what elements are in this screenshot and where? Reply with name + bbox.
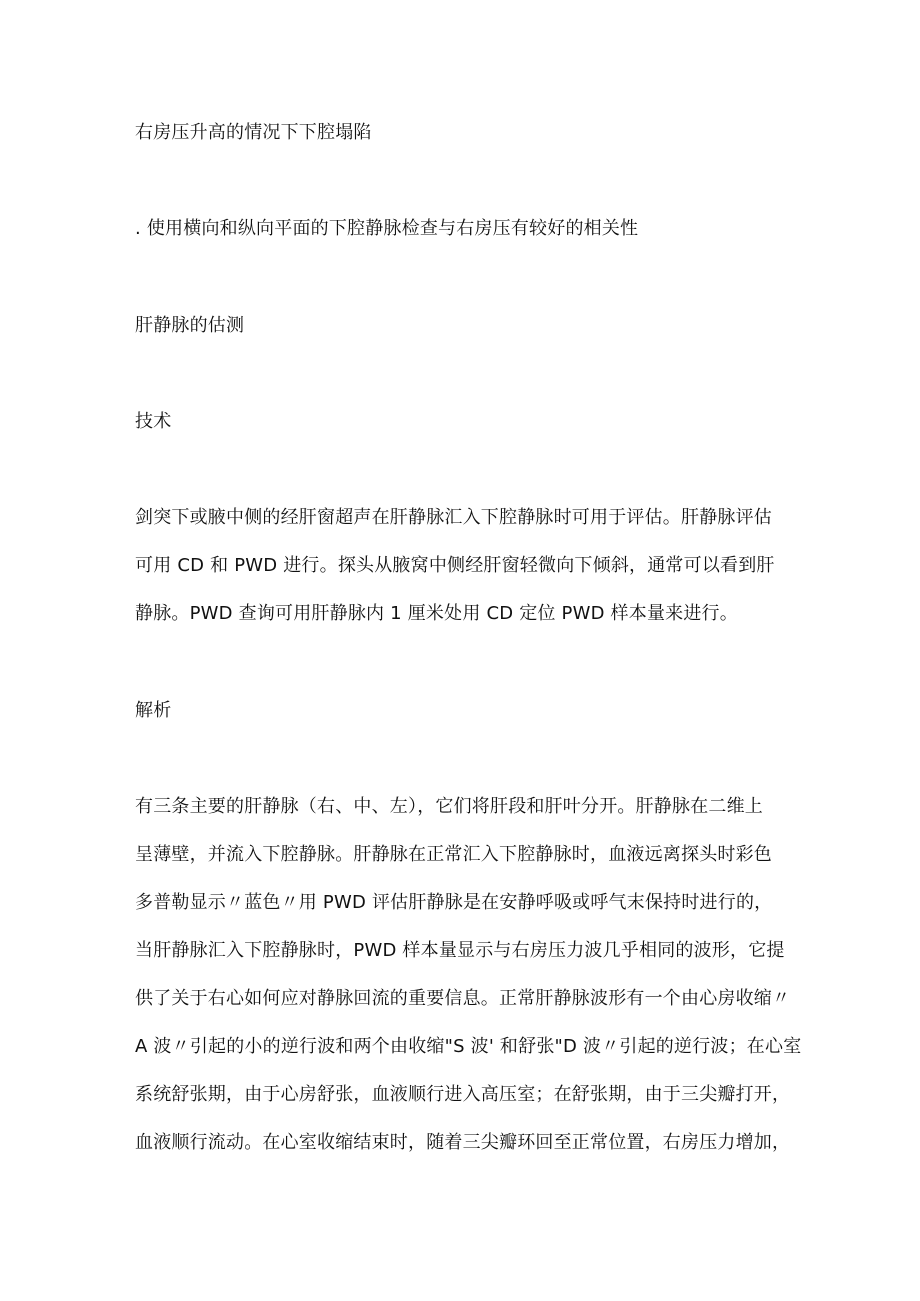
paragraph-line: 当肝静脉汇入下腔静脉时，PWD 样本量显示与右房压力波几乎相同的波形，它提 [135,940,785,961]
text-line-ivc-collapse: 右房压升高的情况下下腔塌陷 [135,122,372,143]
paragraph-line: 供了关于右心如何应对静脉回流的重要信息。正常肝静脉波形有一个由心房收缩〃 [135,988,791,1009]
paragraph-line: 可用 CD 和 PWD 进行。探头从腋窝中侧经肝窗轻微向下倾斜，通常可以看到肝 [135,555,775,576]
text-line-ivc-correlation: . 使用横向和纵向平面的下腔静脉检查与右房压有较好的相关性 [135,218,639,239]
section-heading-analysis: 解析 [135,700,172,721]
section-heading-hepatic-vein: 肝静脉的估测 [135,315,245,336]
paragraph-line: 有三条主要的肝静脉（右、中、左），它们将肝段和肝叶分开。肝静脉在二维上 [135,796,763,817]
paragraph-line: A 波〃引起的小的逆行波和两个由收缩"S 波' 和舒张"D 波〃引起的逆行波；在心室 [135,1036,802,1057]
paragraph-line: 系统舒张期，由于心房舒张，血液顺行进入高压室；在舒张期，由于三尖瓣打开， [135,1084,791,1105]
paragraph-line: 血液顺行流动。在心室收缩结束时，随着三尖瓣环回至正常位置，右房压力增加， [135,1132,791,1153]
paragraph-line: 多普勒显示〃蓝色〃用 PWD 评估肝静脉是在安静呼吸或呼气末保持时进行的， [135,892,773,913]
paragraph-line: 静脉。PWD 查询可用肝静脉内 1 厘米处用 CD 定位 PWD 样本量来进行。 [135,603,738,624]
section-heading-technique: 技术 [135,411,172,432]
paragraph-line: 呈薄壁，并流入下腔静脉。肝静脉在正常汇入下腔静脉时，血液远离探头时彩色 [135,844,772,865]
paragraph-line: 剑突下或腋中侧的经肝窗超声在肝静脉汇入下腔静脉时可用于评估。肝静脉评估 [135,507,772,528]
